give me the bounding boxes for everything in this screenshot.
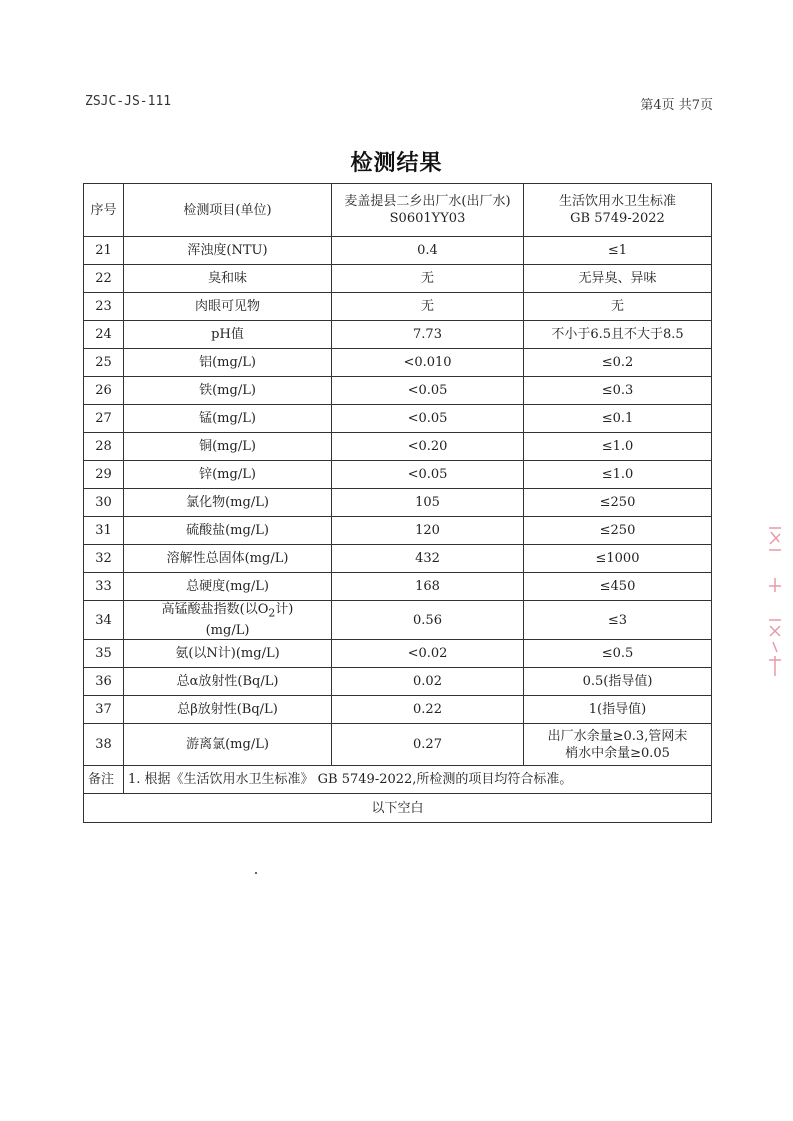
row-item: 臭和味 bbox=[124, 265, 332, 293]
row-seq: 22 bbox=[84, 265, 124, 293]
row-limit: 0.5(指导值) bbox=[524, 668, 712, 696]
row-result: 0.4 bbox=[332, 237, 524, 265]
header-sample bbox=[332, 184, 524, 237]
row-item-text: 高锰酸盐指数(以O bbox=[161, 602, 269, 618]
table-row bbox=[84, 696, 712, 724]
row-result: 无 bbox=[332, 265, 524, 293]
document-code: ZSJC-JS-111 bbox=[85, 94, 172, 109]
row-item: 游离氯(mg/L) bbox=[124, 724, 332, 766]
remark-row bbox=[84, 766, 712, 794]
row-limit: ≤0.1 bbox=[524, 405, 712, 433]
table-row bbox=[84, 640, 712, 668]
stamp-fragment-icon bbox=[765, 520, 785, 680]
row-item: 浑浊度(NTU) bbox=[124, 237, 332, 265]
table-row bbox=[84, 405, 712, 433]
row-seq: 29 bbox=[84, 461, 124, 489]
row-result: 120 bbox=[332, 517, 524, 545]
row-seq: 38 bbox=[84, 724, 124, 766]
remark-text: 1. 根据《生活饮用水卫生标准》 GB 5749-2022,所检测的项目均符合标准。 bbox=[124, 766, 712, 794]
row-result: <0.02 bbox=[332, 640, 524, 668]
row-result: 无 bbox=[332, 293, 524, 321]
row-result: 0.27 bbox=[332, 724, 524, 766]
table-row bbox=[84, 321, 712, 349]
row-seq: 23 bbox=[84, 293, 124, 321]
row-item: 铝(mg/L) bbox=[124, 349, 332, 377]
table-row bbox=[84, 461, 712, 489]
row-limit: ≤1.0 bbox=[524, 433, 712, 461]
row-item: 溶解性总固体(mg/L) bbox=[124, 545, 332, 573]
row-seq: 35 bbox=[84, 640, 124, 668]
row-result: 432 bbox=[332, 545, 524, 573]
scan-speck bbox=[255, 872, 257, 874]
table-row bbox=[84, 517, 712, 545]
row-result: 105 bbox=[332, 489, 524, 517]
row-limit: 不小于6.5且不大于8.5 bbox=[524, 321, 712, 349]
row-limit: ≤0.2 bbox=[524, 349, 712, 377]
page-title: 检测结果 bbox=[350, 150, 443, 176]
table-row bbox=[84, 545, 712, 573]
row-limit bbox=[524, 724, 712, 766]
row-seq: 24 bbox=[84, 321, 124, 349]
table-row bbox=[84, 377, 712, 405]
row-item: 总α放射性(Bq/L) bbox=[124, 668, 332, 696]
row-limit: ≤3 bbox=[524, 601, 712, 640]
row-result: 0.02 bbox=[332, 668, 524, 696]
row-item: 肉眼可见物 bbox=[124, 293, 332, 321]
blank-below-note: 以下空白 bbox=[84, 794, 712, 823]
row-seq: 33 bbox=[84, 573, 124, 601]
row-seq: 32 bbox=[84, 545, 124, 573]
header-seq: 序号 bbox=[84, 184, 124, 237]
table-header-row bbox=[84, 184, 712, 237]
row-item: 锌(mg/L) bbox=[124, 461, 332, 489]
row-seq: 25 bbox=[84, 349, 124, 377]
row-seq: 34 bbox=[84, 601, 124, 640]
table-row bbox=[84, 265, 712, 293]
remark-label: 备注 bbox=[84, 766, 124, 794]
row-result: 0.56 bbox=[332, 601, 524, 640]
row-seq: 31 bbox=[84, 517, 124, 545]
row-seq: 30 bbox=[84, 489, 124, 517]
row-limit: ≤1000 bbox=[524, 545, 712, 573]
row-result: <0.05 bbox=[332, 405, 524, 433]
table-row bbox=[84, 237, 712, 265]
row-result: 7.73 bbox=[332, 321, 524, 349]
row-item: 总β放射性(Bq/L) bbox=[124, 696, 332, 724]
row-seq: 36 bbox=[84, 668, 124, 696]
row-item: 铜(mg/L) bbox=[124, 433, 332, 461]
row-item: 锰(mg/L) bbox=[124, 405, 332, 433]
table-row bbox=[84, 489, 712, 517]
row-limit: ≤0.5 bbox=[524, 640, 712, 668]
row-result: <0.20 bbox=[332, 433, 524, 461]
header-item: 检测项目(单位) bbox=[124, 184, 332, 237]
header-standard-name: 生活饮用水卫生标准 bbox=[558, 194, 676, 209]
row-item bbox=[124, 601, 332, 640]
row-item-line2: (mg/L) bbox=[205, 622, 250, 638]
header-standard-code: GB 5749-2022 bbox=[570, 211, 665, 226]
row-limit: ≤250 bbox=[524, 489, 712, 517]
row-limit: ≤1.0 bbox=[524, 461, 712, 489]
row-item: 硫酸盐(mg/L) bbox=[124, 517, 332, 545]
row-limit: 无异臭、异味 bbox=[524, 265, 712, 293]
page-number: 第4页 共7页 bbox=[640, 98, 713, 113]
row-seq: 28 bbox=[84, 433, 124, 461]
row-result: 0.22 bbox=[332, 696, 524, 724]
table-row bbox=[84, 668, 712, 696]
row-limit: 1(指导值) bbox=[524, 696, 712, 724]
row-seq: 37 bbox=[84, 696, 124, 724]
row-result: <0.05 bbox=[332, 461, 524, 489]
row-seq: 27 bbox=[84, 405, 124, 433]
row-result: <0.05 bbox=[332, 377, 524, 405]
header-sample-name: 麦盖提县二乡出厂水(出厂水) bbox=[344, 194, 511, 209]
row-limit: ≤250 bbox=[524, 517, 712, 545]
table-row bbox=[84, 601, 712, 640]
row-limit-line1: 出厂水余量≥0.3,管网末 bbox=[547, 728, 688, 744]
table-row bbox=[84, 724, 712, 766]
row-limit: ≤0.3 bbox=[524, 377, 712, 405]
table-row bbox=[84, 573, 712, 601]
row-item: 铁(mg/L) bbox=[124, 377, 332, 405]
row-item-subscript: 2 bbox=[268, 606, 276, 620]
row-limit: ≤1 bbox=[524, 237, 712, 265]
table-row bbox=[84, 433, 712, 461]
row-seq: 21 bbox=[84, 237, 124, 265]
results-table bbox=[83, 183, 712, 823]
row-limit: 无 bbox=[524, 293, 712, 321]
row-limit: ≤450 bbox=[524, 573, 712, 601]
table-row bbox=[84, 293, 712, 321]
header-standard bbox=[524, 184, 712, 237]
row-item: 总硬度(mg/L) bbox=[124, 573, 332, 601]
row-limit-line2: 梢水中余量≥0.05 bbox=[565, 745, 670, 761]
row-result: <0.010 bbox=[332, 349, 524, 377]
header-sample-id: S0601YY03 bbox=[389, 211, 466, 226]
row-item-text-post: 计) bbox=[275, 602, 294, 618]
row-result: 168 bbox=[332, 573, 524, 601]
row-item-line1 bbox=[128, 601, 327, 622]
row-item: pH值 bbox=[124, 321, 332, 349]
row-item: 氨(以N计)(mg/L) bbox=[124, 640, 332, 668]
footer-row bbox=[84, 794, 712, 823]
row-item: 氯化物(mg/L) bbox=[124, 489, 332, 517]
row-seq: 26 bbox=[84, 377, 124, 405]
table-row bbox=[84, 349, 712, 377]
